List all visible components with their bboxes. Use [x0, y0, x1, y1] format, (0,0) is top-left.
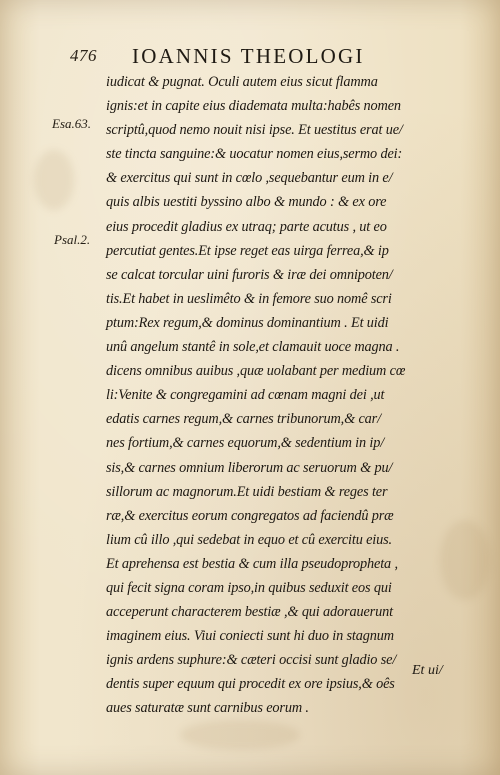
text-line: quis albis uestiti byssino albo & mundo : & ex ore [106, 194, 387, 211]
text-line: sis,& carnes omnium liberorum ac seruorum & pu/ [106, 459, 393, 476]
running-title: IOANNIS THEOLOGI [132, 44, 365, 68]
text-line: lium cû illo ,qui sedebat in equo et cû exercitu eius. [106, 531, 392, 548]
page-number: 476 [70, 46, 97, 65]
text-line: imaginem eius. Viui coniecti sunt hi duo in stagnum [106, 628, 394, 645]
text-line: dicens omnibus auibus ,quæ uolabant per medium cœ [106, 363, 406, 380]
page-header [70, 44, 450, 70]
catchword: Et ui/ [412, 663, 443, 678]
margin-note-esa: Esa.63. [52, 116, 91, 131]
text-line: unû angelum stantê in sole,et clamauit uoce magna . [106, 339, 400, 356]
text-line: nes fortium,& carnes equorum,& sedentium in ip/ [106, 435, 385, 452]
text-line: ste tincta sanguine:& uocatur nomen eius,sermo dei: [106, 146, 403, 163]
text-line: & exercitus qui sunt in cœlo ,sequebantur eum in e/ [106, 170, 393, 187]
body-text [106, 70, 462, 721]
text-line: aues saturatæ sunt carnibus eorum . [106, 700, 309, 717]
text-line: ræ,& exercitus eorum congregatos ad faciendû præ [106, 507, 394, 524]
text-line: sillorum ac magnorum.Et uidi bestiam & reges ter [106, 483, 388, 500]
margin-note-psal: Psal.2. [54, 232, 91, 247]
text-line: ignis ardens suphure:& cæteri occisi sunt gladio se/ [106, 652, 397, 669]
text-line: ptum:Rex regum,& dominus dominantium . Et uidi [106, 314, 389, 331]
text-line: tis.Et habet in ueslimêto & in femore suo nomê scri [106, 290, 392, 307]
text-line: scriptû,quod nemo nouit nisi ipse. Et uestitus erat ue/ [106, 122, 403, 139]
text-line: qui fecit signa coram ipso,in quibus seduxit eos qui [106, 579, 392, 596]
text-line: edatis carnes regum,& carnes tribunorum,& car/ [106, 411, 381, 428]
text-line: eius procedit gladius ex utraq; parte acutus , ut eo [106, 218, 387, 235]
paper-stain [180, 720, 300, 750]
text-line: iudicat & pugnat. Oculi autem eius sicut flamma [106, 74, 378, 90]
text-line: percutiat gentes.Et ipse reget eas uirga ferrea,& ip [106, 242, 389, 259]
text-line: li:Venite & congregamini ad cœnam magni dei ,ut [106, 387, 385, 404]
text-line: dentis super equum qui procedit ex ore ipsius,& oês [106, 676, 395, 693]
text-line: se calcat torcular uini furoris & iræ dei omnipoten/ [106, 266, 393, 283]
paper-stain [34, 150, 74, 210]
text-line: acceperunt characterem bestiæ ,& qui adorauerunt [106, 604, 393, 621]
text-line: Et aprehensa est bestia & cum illa pseudopropheta , [106, 555, 398, 572]
text-line: ignis:et in capite eius diademata multa:habês nomen [106, 98, 401, 115]
